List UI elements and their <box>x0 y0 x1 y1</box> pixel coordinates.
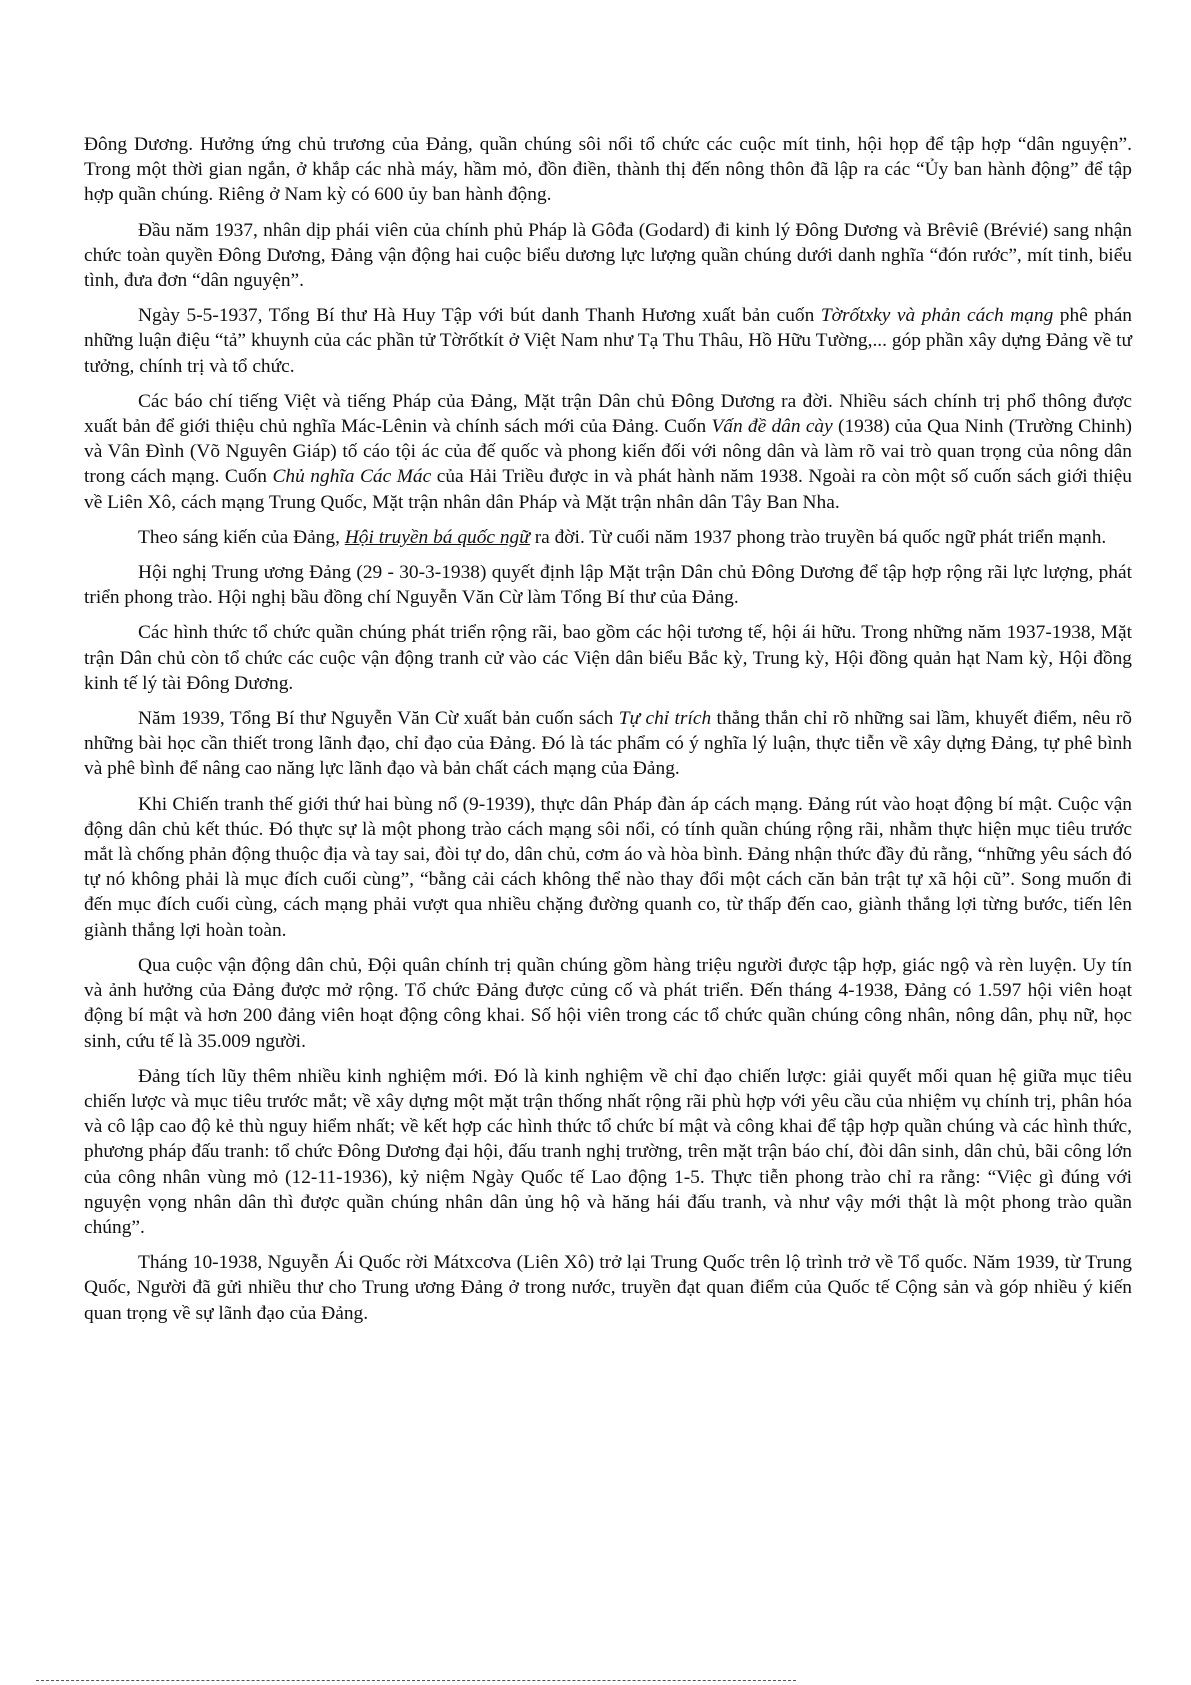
paragraph <box>84 132 1132 208</box>
paragraph <box>84 560 1132 610</box>
paragraph <box>84 525 1132 550</box>
paragraph <box>84 1064 1132 1240</box>
text-run: Các báo chí tiếng Việt và tiếng Pháp của Đảng, Mặt trận Dân chủ Đông Dương ra đời. Nhiều sách chính trị phổ thông được xuất bản để giới thiệu chủ nghĩa Mác-Lênin và chính sách mới của Đảng. Cuốn <box>84 390 1132 438</box>
text-run: Qua cuộc vận động dân chủ, Đội quân chính trị quần chúng gồm hàng triệu người được tập hợp, giác ngộ và rèn luyện. Uy tín và ảnh hưởng của Đảng được mở rộng. Tổ chức Đảng được củng cố và phát triển. Đến tháng 4-1938, Đảng có 1.597 hội viên hoạt động bí mật và hơn 200 đảng viên hoạt động công khai. Số hội viên trong các tổ chức quần chúng công nhân, nông dân, phụ nữ, học sinh, cứu tế là 35.009 người. <box>84 954 1132 1052</box>
text-run: Tháng 10-1938, Nguyễn Ái Quốc rời Mátxcơva (Liên Xô) trở lại Trung Quốc trên lộ trình trở về Tổ quốc. Năm 1939, từ Trung Quốc, Người đã gửi nhiều thư cho Trung ương Đảng ở trong nước, truyền đạt quan điểm của Quốc tế Cộng sản và góp nhiều ý kiến quan trọng về sự lãnh đạo của Đảng. <box>84 1252 1132 1324</box>
italic-title: Tự chỉ trích <box>618 708 712 730</box>
italic-title: Chủ nghĩa Các Mác <box>272 466 432 488</box>
paragraph <box>84 792 1132 943</box>
paragraph <box>84 620 1132 696</box>
text-run: Khi Chiến tranh thế giới thứ hai bùng nổ (9-1939), thực dân Pháp đàn áp cách mạng. Đảng rút vào hoạt động bí mật. Cuộc vận động dân chủ kết thúc. Đó thực sự là một phong trào cách mạng sôi nổi, có tính quần chúng rộng rãi, nhằm thực hiện mục tiêu trước mắt là chống phản động thuộc địa và tay sai, đòi tự do, dân chủ, cơm áo và hòa bình. Đảng nhận thức đầy đủ rằng, “những yêu sách đó tự nó không phải là mục đích cuối cùng”, “bằng cải cách không thể nào thay đổi một cách căn bản trật tự xã hội cũ”. Song muốn đi đến mục đích cuối cùng, cách mạng phải vượt qua nhiều chặng đường quanh co, từ thấp đến cao, giành thắng lợi từng bước, tiến lên giành thắng lợi hoàn toàn. <box>84 793 1132 941</box>
paragraph <box>84 389 1132 515</box>
text-run: thẳng thắn chỉ rõ những sai lầm, khuyết điểm, nêu rõ những bài học cần thiết trong lãnh đạo, chỉ đạo của Đảng. Đó là tác phẩm có ý nghĩa lý luận, thực tiễn về xây dựng Đảng, tự phê bình và phê bình để nâng cao năng lực lãnh đạo và bản chất cách mạng của Đảng. <box>84 708 1132 780</box>
text-run: Đầu năm 1937, nhân dịp phái viên của chính phủ Pháp là Gôđa (Godard) đi kinh lý Đông Dương và Brêviê (Brévié) sang nhận chức toàn quyền Đông Dương, Đảng vận động hai cuộc biểu dương lực lượng quần chúng dưới danh nghĩa “đón rước”, mít tinh, biểu tình, đưa đơn “dân nguyện”. <box>84 219 1132 292</box>
italic-title <box>345 527 530 548</box>
paragraph <box>84 706 1132 782</box>
text-run: Ngày 5-5-1937, Tổng Bí thư Hà Huy Tập với bút danh Thanh Hương xuất bản cuốn <box>138 305 821 327</box>
paragraph <box>84 218 1132 294</box>
text-run: Đảng tích lũy thêm nhiều kinh nghiệm mới. Đó là kinh nghiệm về chỉ đạo chiến lược: giải quyết mối quan hệ giữa mục tiêu chiến lược và mục tiêu trước mắt; về xây dựng một mặt trận thống nhất rộng rãi phù hợp với yêu cầu của nhiệm vụ chính trị, phân hóa và cô lập cao độ kẻ thù nguy hiểm nhất; về kết hợp các hình thức tổ chức bí mật và công khai để tập hợp quần chúng và các hình thức, phương pháp đấu tranh: tổ chức Đông Dương đại hội, đấu tranh nghị trường, trên mặt trận báo chí, đòi dân sinh, dân chủ, bãi công lớn của công nhân vùng mỏ (12-11-1936), kỷ niệm Ngày Quốc tế Lao động 1-5. Thực tiễn phong trào chỉ ra rằng: “Việc gì đúng với nguyện vọng nhân dân thì được quần chúng nhân dân ủng hộ và hăng hái đấu tranh, và như vậy mới thật là một phong trào quần chúng”. <box>84 1065 1132 1238</box>
text-run: Các hình thức tổ chức quần chúng phát triển rộng rãi, bao gồm các hội tương tế, hội ái hữu. Trong những năm 1937-1938, Mặt trận Dân chủ còn tổ chức các cuộc vận động tranh cử vào các Viện dân biểu Bắc kỳ, Trung kỳ, Hội đồng quản hạt Nam kỳ, Hội đồng kinh tế lý tài Đông Dương. <box>84 622 1132 694</box>
italic-title: Vấn đề dân cày <box>711 416 833 438</box>
text-run: Năm 1939, Tổng Bí thư Nguyễn Văn Cừ xuất bản cuốn sách <box>138 708 619 730</box>
underlined-text: Hội truyền bá quốc ngữ <box>344 526 530 548</box>
paragraph <box>84 303 1132 379</box>
footer-divider <box>36 1680 796 1681</box>
text-run: Theo sáng kiến của Đảng, <box>138 526 345 548</box>
text-run: Hội nghị Trung ương Đảng (29 - 30-3-1938) quyết định lập Mặt trận Dân chủ Đông Dương để tập hợp rộng rãi lực lượng, phát triển phong trào. Hội nghị bầu đồng chí Nguyễn Văn Cừ làm Tổng Bí thư của Đảng. <box>84 562 1132 609</box>
italic-title: Tờrốtxky và phản cách mạng <box>820 305 1054 327</box>
text-run: ra đời. Từ cuối năm 1937 phong trào truyền bá quốc ngữ phát triển mạnh. <box>529 526 1107 548</box>
text-run: phê phán những luận điệu “tả” khuynh của các phần tử Tờrốtkít ở Việt Nam như Tạ Thu Thâu, Hồ Hữu Tường,... góp phần xây dựng Đảng về tư tưởng, chính trị và tổ chức. <box>84 305 1132 377</box>
text-run: Đông Dương. Hưởng ứng chủ trương của Đảng, quần chúng sôi nổi tổ chức các cuộc mít tinh, hội họp để tập hợp “dân nguyện”. Trong một thời gian ngắn, ở khắp các nhà máy, hầm mỏ, đồn điền, thành thị đến nông thôn đã lập ra các “Ủy ban hành động” để tập hợp quần chúng. Riêng ở Nam kỳ có 600 ủy ban hành động. <box>84 134 1132 206</box>
document-body <box>84 132 1132 1336</box>
text-run: của Hải Triều được in và phát hành năm 1938. Ngoài ra còn một số cuốn sách giới thiệu về Liên Xô, cách mạng Trung Quốc, Mặt trận nhân dân Pháp và Mặt trận nhân dân Tây Ban Nha. <box>84 466 1132 513</box>
paragraph <box>84 1250 1132 1326</box>
text-run: (1938) của Qua Ninh (Trường Chinh) và Vân Đình (Võ Nguyên Giáp) tố cáo tội ác của đế quốc và phong kiến đối với nông dân và làm rõ vai trò quan trọng của nông dân trong cách mạng. Cuốn <box>84 416 1133 488</box>
paragraph <box>84 953 1132 1054</box>
